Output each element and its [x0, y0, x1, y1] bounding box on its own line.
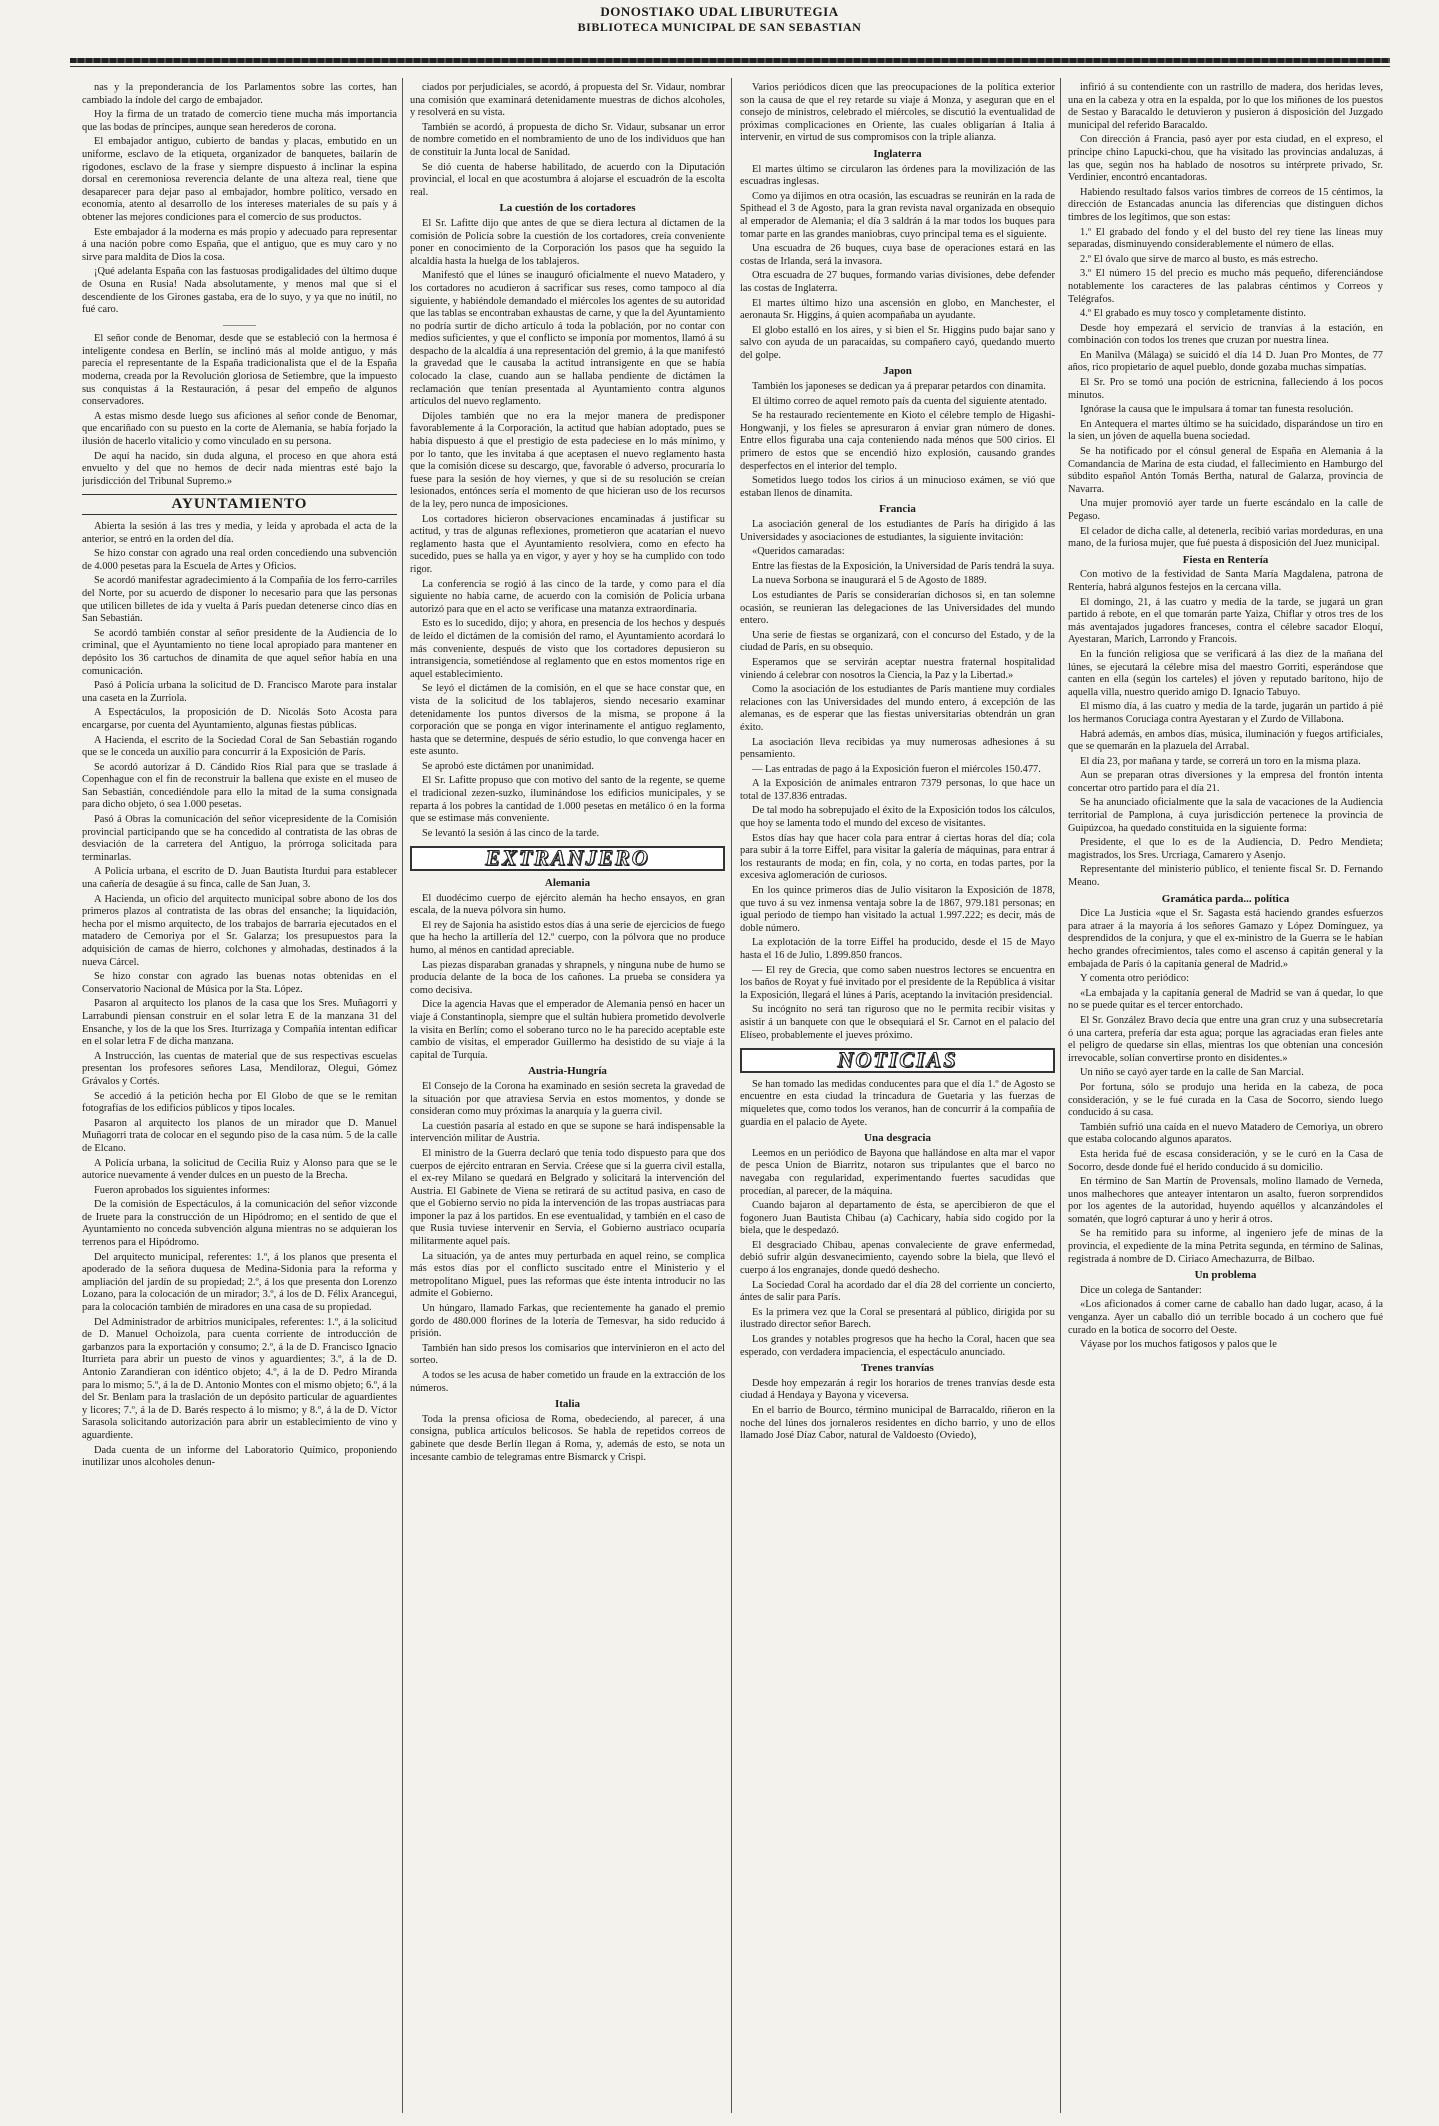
paragraph: Se levantó la sesión á las cinco de la tarde.: [422, 827, 600, 839]
column-2: [410, 82, 725, 2112]
paragraph: Estos días hay que hacer cola para entrar á ciertas horas del día; cola para subir á la torre Eiffel, para visitar la galería de máquinas, para entrar á los restaurants de moda; en fin, cola, y no corta, en todas partes, por la excesiva aglomeración de curiosos.: [740, 832, 1055, 882]
paragraph: 3.º El número 15 del precio es mucho más pequeño, diferenciándose notablemente los caracteres de las palabras céntimos y Correos y Telégrafos.: [1068, 268, 1383, 305]
paragraph: Manifestó que el lúnes se inauguró oficialmente el nuevo Matadero, y los cortadores no acudieron á sacrificar sus reses, como tampoco al día siguiente, y habiéndole demandado el miércoles los agentes de su autoridad que las tablas se encontraban exhaustas de carne, y que la del Ayuntamiento no podría surtir de dicho artículo á toda la población, por no contar con medios suficientes, y que el conflicto se imponía por momentos, llamó á su despacho de la alcaldía á una representación del gremio, á la que manifestó la gravedad que le causaba la actitud intransigente en que se había colocado la clase, cuando aun se hallaba pendiente de dictámen la reclamación que tenían presentada al Ayuntamiento contra algunos artículos del nuevo reglamento.: [410, 270, 725, 408]
paragraph: La asociación general de los estudiantes de París ha dirigido á las Universidades y asociaciones de estudiantes, la siguiente invitación:: [740, 519, 1055, 543]
header-rule-thin: [70, 66, 1390, 67]
subheading: Italia: [554, 1398, 581, 1411]
paragraph: Los cortadores hicieron observaciones encaminadas á justificar su actitud, y tras de algunas reflexiones, prometieron que acatarían el nuevo reglamento hasta que el Ayuntamiento resolviera, como en efecto ha sucedido, pues se halla ya en vigor, y ayer y hoy se ha cumplido con todo rigor.: [410, 513, 725, 575]
paragraph: A Espectáculos, la proposición de D. Nicolás Soto Acosta para encargarse, por cuenta del Ayuntamiento, algunas fiestas públicas.: [82, 707, 397, 731]
paragraph: La nueva Sorbona se inaugurará el 5 de Agosto de 1889.: [752, 575, 987, 587]
subheading: La cuestión de los cortadores: [499, 202, 636, 215]
library-name-basque: DONOSTIAKO UDAL LIBURUTEGIA: [600, 4, 839, 19]
paragraph: Con dirección á Francia, pasó ayer por esta ciudad, en el expreso, el príncipe chino Lapucki-chou, que ha visitado las provincias andaluzas, á las que, según nos ha hablado de nosotros su intérprete privado, Sr. Verdinier, encontró encantadoras.: [1068, 134, 1383, 184]
paragraph: El rey de Sajonia ha asistido estos días á una serie de ejercicios de fuego que ha hecho la artillería del 12.º cuerpo, con la pólvora que no produce humo, al ménos en cantidad apreciable.: [410, 919, 725, 956]
paragraph: Se ha remitido para su informe, al ingeniero jefe de minas de la provincia, el expediente de la mina Petrita segunda, en término de Salinas, registrada á nombre de D. Ciriaco Amechazurra, de Bilbao.: [1068, 1228, 1383, 1265]
paragraph: Del Administrador de arbitrios municipales, referentes: 1.º, á la solicitud de D. Manuel Ochoizola, para cuenta corriente de introducción de garbanzos para la exportación y consumo; 2.º, á la de D. Francisco Ignacio Iturrieta para abrir un puesto de vinos y aguardientes; 3.º, á la de D. Antonio Zarandieran con idéntico objeto; 4.º, á la de D. Pedro Miranda para lo mismo; 5.º, á la de D. Antonio Montes con el mismo objeto; 6.º, á la del Sr. Benlam para la traslación de un depósito particular de aguardientes y licores; 7.º, á la de D. Barés respecto á lo mismo; y 8.º, á la de D. Víctor Sarasola solicitando autorización para abrir un establecimiento de vino y aguardiente.: [82, 1316, 397, 1441]
paragraph: Ignórase la causa que le impulsara á tomar tan funesta resolución.: [1080, 404, 1354, 416]
paragraph: Dice un colega de Santander:: [1080, 1284, 1202, 1296]
paragraph: El duodécimo cuerpo de ejército alemán ha hecho ensayos, en gran escala, de la nueva pólvora sin humo.: [410, 892, 725, 917]
paragraph: Fueron aprobados los siguientes informes:: [94, 1184, 271, 1196]
paragraph: Por fortuna, sólo se produjo una herida en la cabeza, de poca consideración, y se le fué curada en la Casa de Socorro, siendo luego conducido á su casa.: [1068, 1081, 1383, 1119]
paragraph: Leemos en un periódico de Bayona que hallándose en alta mar el vapor de pesca Union de Biarritz, notaron sus tripulantes que el barco no navegaba con regularidad, experimentando fuertes sacudidas que procedían, al parecer, de la máquina.: [740, 1147, 1055, 1197]
paragraph: La asociación lleva recibidas ya muy numerosas adhesiones á su pensamiento.: [740, 736, 1055, 761]
paragraph: Se acordó manifestar agradecimiento á la Compañía de los ferro-carriles del Norte, por su acuerdo de disponer lo necesario para que las personas que utilicen billetes de ida y vuelta á París puedan detenerse cinco días en San Sebastián.: [82, 575, 397, 625]
paragraph: Pasaron al arquitecto los planos de la casa que los Sres. Muñagorri y Larrabundi piensan construir en el solar letra E de la manzana 31 del Ensanche, y los de la que los Sres. Iturrizaga y Compañía intentan edificar en el solar letra F de dicha manzana.: [82, 998, 397, 1048]
paragraph: La situación, ya de antes muy perturbada en aquel reino, se complica más estos días por el conflicto suscitado entre el Ministerio y el metropolitano Miguel, pues las reformas que éste intenta introducir no las admite el Gobierno.: [410, 1250, 725, 1300]
subheading: Alemania: [544, 877, 591, 890]
paragraph: Se accedió á la petición hecha por El Globo de que se le remitan fotografías de los edificios públicos y tipos locales.: [82, 1090, 397, 1115]
paragraph: ¡Qué adelanta España con las fastuosas prodigalidades del último duque de Osuna en Rusia! Nada absolutamente, y menos mal que si el descendiente de los Girones gastaba, era de lo suyo, y ya que no inútil, no fué caro.: [82, 266, 397, 316]
column-divider: [1060, 78, 1061, 2113]
paragraph: Los estudiantes de París se considerarían dichosos si, en tan solemne ocasión, se reunieran las delegaciones de las Universidades del mundo entero.: [740, 589, 1055, 627]
paragraph: El Consejo de la Corona ha examinado en sesión secreta la gravedad de la situación por que atraviesa Servia en estos momentos, y donde se consideran como muy próximas la anarquía y la guerra civil.: [410, 1080, 725, 1118]
paragraph: Un niño se cayó ayer tarde en la calle de San Marcial.: [1080, 1067, 1304, 1079]
paragraph: Hoy la firma de un tratado de comercio tiene mucha más importancia que las bodas de príncipes, aunque sean herederos de corona.: [82, 109, 397, 133]
column-divider: [731, 78, 732, 2113]
column-3: [740, 82, 1055, 2112]
subheading: Gramática parda... política: [1161, 892, 1290, 905]
paragraph: 1.º El grabado del fondo y el del busto del rey tiene las líneas muy separadas, disminuyendo considerablemente el número de ellas.: [1068, 226, 1383, 251]
paragraph: nas y la preponderancia de los Parlamentos sobre las cortes, han cambiado la índole del cargo de embajador.: [82, 82, 397, 106]
paragraph: Toda la prensa oficiosa de Roma, obedeciendo, al parecer, á una consigna, publica artículos belicosos. Se habla de repetidos correos de gabinete que desde Berlín llegan á Roma, y, además de esto, se nota un incesante cambio de telegramas entre Bismarck y Crispi.: [410, 1413, 725, 1463]
paragraph: En Antequera el martes último se ha suicidado, disparándose un tiro en la sien, un jóven de aquella buena sociedad.: [1068, 418, 1383, 443]
paragraph: Se ha anunciado oficialmente que la sala de vacaciones de la Audiencia territorial de Pamplona, á cuya jurisdicción pertenece la provincia de Guipúzcoa, ha quedado constituida en la siguiente forma:: [1068, 797, 1383, 834]
paragraph: Pasó á Policía urbana la solicitud de D. Francisco Marote para instalar una caseta en la Zurriola.: [82, 680, 397, 704]
paragraph: A Hacienda, el escrito de la Sociedad Coral de San Sebastián rogando que se le conceda un auxilio para concurrir á la Exposición de París.: [82, 734, 397, 759]
subheading: Un problema: [1194, 1269, 1257, 1282]
section-heading-ayuntamiento: AYUNTAMIENTO: [82, 494, 397, 515]
subheading: Una desgracia: [864, 1132, 931, 1145]
column-divider: [402, 78, 403, 2113]
paragraph: El celador de dicha calle, al detenerla, recibió varias mordeduras, en una mano, de la furiosa mujer, que fué puesta á disposición del Juez municipal.: [1068, 525, 1383, 550]
paragraph: Cuando bajaron al departamento de ésta, se apercibieron de que el fogonero Juan Bautista Chibau (a) Cachicary, había sido cogido por la biela, que le despedazó.: [740, 1200, 1055, 1237]
paragraph: Como la asociación de los estudiantes de París mantiene muy cordiales relaciones con las Universidades del mundo entero, á excepción de las alemanas, es de esperar que las fiestas universitarias obtendrán un gran éxito.: [740, 684, 1055, 733]
paragraph: «Queridos camaradas:: [752, 546, 845, 558]
paragraph: La Sociedad Coral ha acordado dar el día 28 del corriente un concierto, ántes de salir para París.: [740, 1279, 1055, 1304]
paragraph: Esta herida fué de escasa consideración, y se le curó en la Casa de Socorro, desde donde fué el herido conducido á su domicilio.: [1068, 1148, 1383, 1173]
paragraph: Una serie de fiestas se organizará, con el concurso del Estado, y de la ciudad de París, en su obsequio.: [740, 629, 1055, 654]
paragraph: A Instrucción, las cuentas de material que de sus respectivas escuelas presentan los profesores señores Lasa, Mendiloraz, Olegui, Gómez Grávalos y Cortés.: [82, 1050, 397, 1087]
paragraph: 2.º El óvalo que sirve de marco al busto, es más estrecho.: [1080, 253, 1319, 265]
paragraph: Díjoles también que no era la mejor manera de predisponer favorablemente á la Corporación, la actitud que habían adoptado, pues se había dispuesto á que el prestigio de esta padeciese en lo más mínimo, y por lo tanto, que les invitaba á que aceptasen el nuevo reglamento hasta que la comisión dicese su descargo, que, favorable ó adverso, procuraría lo fuese para la sesión de hoy viernes, y que si de su resolución se creían lesionados, entónces sería el momento de que hicieran uso de los recursos de la ley, pero nunca de imposiciones.: [410, 410, 725, 510]
paragraph: A la Exposición de animales entraron 7379 personas, lo que hace un total de 137.836 entradas.: [740, 778, 1055, 802]
paragraph: Aun se preparan otras diversiones y la empresa del frontón intenta concertar otro partido para el día 21.: [1068, 770, 1383, 794]
paragraph: Con motivo de la festividad de Santa María Magdalena, patrona de Rentería, habrá algunos festejos en la cercana villa.: [1068, 569, 1383, 593]
paragraph: Una mujer promovió ayer tarde un fuerte escándalo en la calle de Pegaso.: [1068, 498, 1383, 522]
paragraph: Pasaron al arquitecto los planos de un mirador que D. Manuel Muñagorri trata de colocar en el segundo piso de la casa núm. 5 de la calle de Elcano.: [82, 1117, 397, 1154]
paragraph: Esto es lo sucedido, dijo; y ahora, en presencia de los hechos y después de leído el dictámen de la comisión del ramo, el Ayuntamiento acordará lo más conveniente, después de visto que los cortadores depusieron su intransigencia, sometiéndose al reglamento que en estos momentos rige en aquel establecimiento.: [410, 618, 725, 680]
paragraph: El ministro de la Guerra declaró que tenía todo dispuesto para que dos cuerpos de ejército entraran en Servia. Créese que si la guerra civil estalla, el ex-rey Milano se quedará en Belgrado y solicitará la intervención del Austria. El Gabinete de Viena se retirará de su actitud pasiva, en caso de que el Gobierno servio no pida la intervención de las tropas austriacas para imponer la paz á los partidos. En ese eventualidad, y también en el caso de que Rusia tuviese intervenir en Servia, el Gobierno austriaco ocuparía militarmente aquel país.: [410, 1147, 725, 1248]
paragraph: Las piezas disparaban granadas y shrapnels, y ninguna nube de humo se producía delante de la boca de los cañones. La prueba se considera ya como decisiva.: [410, 959, 725, 996]
paragraph: A todos se les acusa de haber cometido un fraude en la extracción de los números.: [410, 1370, 725, 1394]
paragraph: De tal modo ha sobrepujado el éxito de la Exposición todos los cálculos, que hoy se lamenta todo el mundo del exceso de visitantes.: [740, 805, 1055, 830]
paragraph: Presidente, el que lo es de la Audiencia, D. Pedro Mendieta; magistrados, los Sres. Urcriaga, Camarero y Asenjo.: [1068, 837, 1383, 861]
paragraph: Habiendo resultado falsos varios timbres de correos de 15 céntimos, la dirección de Estancadas anuncia las diferencias que distinguen dichos timbres de los legítimos, que son estas:: [1068, 186, 1383, 223]
paragraph: Este embajador á la moderna es más propio y adecuado para representar á una nación pobre como España, que el antiguo, que es muy caro y no sirve para maldita de Dios la cosa.: [82, 226, 397, 263]
subheading: Austria-Hungría: [528, 1065, 607, 1078]
paragraph: A Hacienda, un oficio del arquitecto municipal sobre abono de los dos primeros plazos al contratista de las obras del ensanche; la liquidación, hecha por el mismo arquitecto, de los trabajos de barraria ejecutados en el matadero de Cemoriya por el Sr. Galarza; los presupuestos para la adquisición de camas de hierro, colchones y almohadas, destinados á la nueva Cárcel.: [82, 893, 397, 968]
paragraph: infirió á su contendiente con un rastrillo de madera, dos heridas leves, una en la cabeza y otra en la espalda, por lo que los miñones de los puestos de Sestao y Baracaldo le detuvieron y pusieron á disposición del Juzgado municipal del referido Baracaldo.: [1068, 82, 1383, 131]
paragraph: Se acordó autorizar á D. Cándido Ríos Rial para que se traslade á Copenhague con el fin de reconstruir la ballena que existe en el museo de San Sebastián, concediéndole para ello la mitad de la suma consignada para dicho objeto, ó sea 1.000 pesetas.: [82, 761, 397, 811]
paragraph: También los japoneses se dedican ya á preparar petardos con dinamita.: [752, 381, 1046, 393]
paragraph: — El rey de Grecia, que como saben nuestros lectores se encuentra en los baños de Royat y fué invitado por el presidente de la República á visitar la Exposición, llegará el lúnes á París, aceptando la invitación presidencial.: [740, 964, 1055, 1001]
paragraph: El Sr. Lafitte propuso que con motivo del santo de la regente, se queme el tradicional zezen-suzko, iluminándose los edificios municipales, y se reparta á los pobres la cantidad de 1.000 pesetas en metálico ó en la forma que se estimase más conveniente.: [410, 775, 725, 825]
paragraph: Se acordó también constar al señor presidente de la Audiencia de lo criminal, que el Ayuntamiento no tiene local apropiado para mantener en depósito los 36 cartuchos de dinamita de que aquel señor había en una comunicación.: [82, 627, 397, 677]
paragraph: Un húngaro, llamado Farkas, que recientemente ha ganado el premio gordo de 480.000 florines de la lotería de Temesvar, ha sido reducido á prisión.: [410, 1303, 725, 1340]
column-1: [82, 82, 397, 2112]
paragraph: Varios periódicos dicen que las preocupaciones de la política exterior son la causa de que el rey retarde su viaje á Monza, y aseguran que en el consejo de ministros, celebrado el miércoles, se discutió la eventualidad de próximas complicaciones en Oriente, las cuales obligarían á Italia á intervenir, en virtud de sus compromisos con la triple alianza.: [740, 82, 1055, 144]
paragraph: 4.º El grabado es muy tosco y completamente distinto.: [1080, 308, 1306, 320]
paragraph: Váyase por los muchos fatigosos y palos que le: [1080, 1339, 1277, 1351]
paragraph: «Los aficionados á comer carne de caballo han dado lugar, acaso, á la venganza. Ayer un caballo dió un terrible bocado á un cochero que fué curado en la botica de socorro del Oeste.: [1068, 1299, 1383, 1336]
paragraph: De aquí ha nacido, sin duda alguna, el proceso en que ahora está envuelto y del que no hemos de decir nada mientras esté bajo la jurisdicción del Tribunal Supremo.»: [82, 450, 397, 487]
paragraph: El último correo de aquel remoto país da cuenta del siguiente atentado.: [752, 395, 1047, 407]
paragraph: Dice La Justicia «que el Sr. Sagasta está haciendo grandes esfuerzos para atraer á la mayoría á los señores Gamazo y López Domínguez, ya desprendidos de la conjura, y que el ex-ministro de la Guerra se le habían hecho grandes ofrecimientos, tales como el ascenso á capitán general y la embajada de París ó la capitanía general de Madrid.»: [1068, 908, 1383, 970]
paragraph: También sufrió una caída en el nuevo Matadero de Cemoriya, un obrero que estaba colocando algunos aparatos.: [1068, 1121, 1383, 1146]
paragraph: Del arquitecto municipal, referentes: 1.º, á los planos que presenta el apoderado de la señora duquesa de Medina-Sidonia para la reforma y ampliación del jardín de su propiedad; 2.º, á los que presenta don Lorenzo Lozano, para la colocación de un mirador; 3.º, á los de D. Félix Arancegui, para la colocación también de miradores en una casa de su propiedad.: [82, 1251, 397, 1314]
paragraph: La explotación de la torre Eiffel ha producido, desde el 15 de Mayo hasta el 16 de Julio, 1.899.850 francos.: [740, 937, 1055, 961]
paragraph: Se aprobó este dictámen por unanimidad.: [422, 760, 594, 772]
paragraph: El martes último se circularon las órdenes para la movilización de las escuadras inglesas.: [740, 163, 1055, 188]
subheading: Fiesta en Rentería: [1182, 553, 1269, 566]
paragraph: Habrá además, en ambos días, música, iluminación y fuegos artificiales, que se quemarán en la plazuela del Arrabal.: [1068, 728, 1383, 753]
paragraph: En el barrio de Bourco, término municipal de Barracaldo, riñeron en la noche del lúnes dos jornaleros residentes en dicho barrio, y uno de ellos llamado José Díaz Cabor, natural de Valdoesto (Oviedo),: [740, 1405, 1055, 1442]
subheading: Francia: [879, 503, 916, 516]
library-name-spanish: BIBLIOTECA MUNICIPAL DE SAN SEBASTIAN: [577, 20, 862, 34]
paragraph: En la función religiosa que se verificará á las diez de la mañana del lúnes, se ejecutará la célebre misa del maestro Gorriti, esperándose que canten en ella (según los carteles) el jóven y reputado barítono, hijo de aquella villa, nuestro querido amigo D. Ignacio Tabuyo.: [1068, 648, 1383, 698]
paragraph: A Policía urbana, la solicitud de Cecilia Ruiz y Alonso para que se le autorice nuevamente á vender dulces en un puesto de la Brecha.: [82, 1157, 397, 1182]
paragraph: El mismo día, á las cuatro y media de la tarde, jugarán un partido á pié los hermanos Coruciaga contra Ayestaran y el Zurdo de Villabona.: [1068, 701, 1383, 725]
column-4: [1068, 82, 1383, 2112]
masthead: [0, 0, 1439, 44]
paragraph: En término de San Martín de Provensals, molino llamado de Verneda, unos malhechores que anteayer intentaron un asalto, fueron sorprendidos por los agentes de la autoridad, huyendo aquéllos y alcanzándoles el somatén, que logró capturar á uno y herir á otros.: [1068, 1176, 1383, 1225]
paragraph: Representante del ministerio público, el teniente fiscal Sr. D. Fernando Meano.: [1068, 864, 1383, 889]
paragraph: Su incógnito no será tan riguroso que no le permita recibir visitas y asistir á un banquete con que le obsequiará el Sr. Carnot en el palacio del Elíseo, probablemente el jueves próximo.: [740, 1004, 1055, 1041]
paragraph: El Sr. Lafitte dijo que antes de que se diera lectura al dictamen de la comisión de Policía sobre la cuestión de los cortadores, creía conveniente poner en conocimiento de la Corporación los pasos que ha seguido la alcaldía hasta la huelga de los tablajeros.: [410, 217, 725, 267]
paragraph: Los grandes y notables progresos que ha hecho la Coral, hacen que sea esperado, con verdadera impaciencia, el espectáculo anunciado.: [740, 1334, 1055, 1358]
paragraph: Abierta la sesión á las tres y media, y leída y aprobada el acta de la anterior, se entró en la orden del día.: [82, 521, 397, 545]
paragraph: La cuestión pasaría al estado en que se supone se hará indispensable la intervención militar de Austria.: [410, 1120, 725, 1145]
paragraph: Sometidos luego todos los cirios á un minucioso exámen, se vió que estaban llenos de dinamita.: [740, 475, 1055, 499]
paragraph: El día 23, por mañana y tarde, se correrá un toro en la misma plaza.: [1080, 755, 1361, 767]
paragraph: Como ya dijimos en otra ocasión, las escuadras se reunirán en la rada de Spithead el 3 de Agosto, para la gran revista naval organizada en obsequio al emperador de Alemania; el día 3 saldrán á la mar todos los buques para tomar parte en las grandes maniobras, cuyo principal tema es el siguiente.: [740, 190, 1055, 240]
paragraph: El Sr. Pro se tomó una poción de estricnina, falleciendo á los pocos minutos.: [1068, 377, 1383, 401]
paragraph: También se acordó, á propuesta de dicho Sr. Vidaur, subsanar un error de nombre cometido en el nombramiento de uno de los individuos que han de constituir la Junta local de Sanidad.: [410, 121, 725, 158]
paragraph: Dada cuenta de un informe del Laboratorio Químico, proponiendo inutilizar unos alcoholes denun-: [82, 1444, 397, 1469]
subheading: Trenes tranvías: [861, 1362, 934, 1375]
section-heading-extranjero: EXTRANJERO: [410, 846, 725, 871]
paragraph: En Manilva (Málaga) se suicidó el día 14 D. Juan Pro Montes, de 77 años, rico propietario de aquel pueblo, donde gozaba muchas simpatías.: [1068, 349, 1383, 374]
paragraph: Se hizo constar con agrado una real orden concediendo una subvención de 4.000 pesetas para la Escuela de Artes y Oficios.: [82, 548, 397, 572]
header-rule: [70, 58, 1390, 63]
paragraph: El desgraciado Chibau, apenas convaleciente de grave enfermedad, debió sufrir algún desvanecimiento, cayendo sobre la biela, que llevó el cuerpo á los engranajes, donde quedó deshecho.: [740, 1239, 1055, 1277]
paragraph: Pasó á Obras la comunicación del señor vicepresidente de la Comisión provincial participando que se ha concedido al contratista de las obras de desviación de la carretera del Antiguo, la prórroga solicitada para terminarlas.: [82, 814, 397, 863]
paragraph: El martes último hizo una ascensión en globo, en Manchester, el aeronauta Sr. Higgins, á quien acompañaba un ayudante.: [740, 297, 1055, 322]
paragraph: Desde hoy empezarán á regir los horarios de trenes tranvías desde esta ciudad á Hendaya y Bayona y viceversa.: [740, 1377, 1055, 1402]
paragraph: De la comisión de Espectáculos, á la comunicación del señor vizconde de Iruete para la construcción de un Hipódromo; en el sentido de que el Ayuntamiento no conceda subvención alguna mientras no se adquieran los terrenos para el Hipódromo.: [82, 1199, 397, 1249]
paragraph: A Policía urbana, el escrito de D. Juan Bautista Iturdui para establecer una cañería de desagüe á su finca, calle de San Juan, 3.: [82, 866, 397, 891]
paragraph: También han sido presos los comisarios que intervinieron en el acto del sorteo.: [410, 1342, 725, 1367]
paragraph: ciados por perjudiciales, se acordó, á propuesta del Sr. Vidaur, nombrar una comisión que examinará detenidamente muestras de dichos alcoholes, y resolverá en su vista.: [410, 82, 725, 119]
paragraph: En los quince primeros días de Julio visitaron la Exposición de 1878, que tuvo á su vez inmensa ventaja sobre la de 1867, 979.181 personas; en igual periodo de tiempo han visitado la actual 1.997.222; es decir, más de doble número.: [740, 885, 1055, 934]
paragraph: El señor conde de Benomar, desde que se estableció con la hermosa é inteligente condesa en Berlín, se inclinó más al molde antiguo, y más parecía el representante de la España tradicionalista que el de la España moderna, creada por la Revolución gloriosa de Setiembre, que la impuesto sus conquistas á la Restauración, á pesar del empeño de algunos conservadores.: [82, 333, 397, 408]
section-heading-noticias: NOTICIAS: [740, 1048, 1055, 1073]
paragraph: El globo estalló en los aires, y si bien el Sr. Higgins pudo bajar sano y salvo con ayuda de un paracaídas, su compañero cayó, quedando muerto del golpe.: [740, 324, 1055, 361]
subheading: Japon: [883, 365, 912, 378]
paragraph: La conferencia se rogió á las cinco de la tarde, y como para el día siguiente no había carne, de acuerdo con la comisión de Policía urbana autorizó para que en el acto se verificase una matanza extraordinaria.: [410, 578, 725, 615]
paragraph: Se leyó el dictámen de la comisión, en el que se hace constar que, en vista de la solicitud de los tablajeros, siendo necesario examinar detenidamente los puntos diversos de la misma, se propone á la corporación que se ponga en vigor interinamente el antiguo reglamento, hasta que se determine, después de sério estudio, lo que convenga hacer en este asunto.: [410, 683, 725, 758]
paragraph: Entre las fiestas de la Exposición, la Universidad de París tendrá la suya.: [752, 560, 1055, 572]
paragraph: Se ha restaurado recientemente en Kioto el célebre templo de Higashi-Hongwanji, y los fieles se apresuraron á enviar gran número de dones. Entre ellos figuraba una caja conteniendo nada ménos que 500 cirios. El primero de estos que se encendió hizo explosión, causando grandes desperfectos en el interior del templo.: [740, 410, 1055, 472]
paragraph: Dice la agencia Havas que el emperador de Alemania pensó en hacer un viaje á Constantinopla, siempre que el sultán hubiera prometido devolverle la visita en Berlín; como el soberano turco no le ha parecido aceptable este cambio de visitas, el emperador Guillermo ha desistido de su viaje á la capital de Turquía.: [410, 999, 725, 1061]
paragraph: — Las entradas de pago á la Exposición fueron el miércoles 150.477.: [752, 763, 1041, 775]
paragraph: Se han tomado las medidas conducentes para que el día 1.º de Agosto se encuentre en esta ciudad la trincadura de Guetaria y las fuerzas de miqueletes que, como todos los veranos, han de concurrir á la compañía de guardia en el palacio de Ayete.: [740, 1078, 1055, 1128]
subheading: Inglaterra: [873, 147, 922, 160]
paragraph: A estas mismo desde luego sus aficiones al señor conde de Benomar, que encariñado con su puesto en la corte de Alemania, se había forjado la ilusión de hacerlo vitalicio y como vinculado en su persona.: [82, 410, 397, 448]
paragraph: Una escuadra de 26 buques, cuya base de operaciones estará en las costas de Irlanda, será la invasora.: [740, 243, 1055, 267]
paragraph: El embajador antiguo, cubierto de bandas y placas, embutido en un uniforme, esclavo de la etiqueta, organizador de banquetes, bailarín de rigodones, esclavo de la frase y siempre dispuesto á inclinar la espina dorsal en ceremoniosa reverencia delante de una alteza real, tiene que desaparecer para dejar paso al embajador, hombre político, versado en economía, atento al desarrollo de los intereses materiales de su país y á obtener las mejores condiciones para el comercio de sus productos.: [82, 136, 397, 223]
paragraph: El Sr. González Bravo decía que entre una gran cruz y una subsecretaría ó una cartera, prefería dar esta agua; porque las agraciadas eran fieles ante el peligro de quedarse sin ellas, mientras los que obtenían una concesión irrevocable, solían convertirse pronto en disidentes.»: [1068, 1014, 1383, 1064]
paragraph: Otra escuadra de 27 buques, formando varias divisiones, debe defender las costas de Inglaterra.: [740, 270, 1055, 294]
paragraph: Esperamos que se servirán aceptar nuestra fraternal hospitalidad viniendo á celebrar con nosotros la Ciencia, la Paz y la Libertad.»: [740, 656, 1055, 681]
paragraph: El domingo, 21, á las cuatro y media de la tarde, se jugará un gran partido á rebote, en el que tomarán parte Yaiza, Chiflar y otros tres de los más aventajados jugadores franceses, contra el célebre sacador Eloquí, Ayestaran, Marich, Larrondo y Francois.: [1068, 596, 1383, 646]
paragraph: Se dió cuenta de haberse habilitado, de acuerdo con la Diputación provincial, el local en que acostumbra á alojarse el escuadrón de la escolta real.: [410, 161, 725, 198]
paragraph: Se ha notificado por el cónsul general de España en Alemania á la Comandancia de Marina de esta ciudad, el fallecimiento en Hamburgo del súbdito español Antón Tomás Bertha, natural de Galarza, provincia de Navarra.: [1068, 446, 1383, 495]
paragraph: Es la primera vez que la Coral se presentará al público, dirigida por su ilustrado director señor Barech.: [740, 1306, 1055, 1331]
separator-ornament: ———: [223, 318, 256, 331]
paragraph: Y comenta otro periódico:: [1080, 973, 1189, 985]
paragraph: Desde hoy empezará el servicio de tranvías á la estación, en combinación con todos los trenes que cruzan por nuestra línea.: [1068, 322, 1383, 347]
paragraph: «La embajada y la capitanía general de Madrid se van á quedar, lo que no se puede quitar es el tercer entorchado.: [1068, 987, 1383, 1012]
paragraph: Se hizo constar con agrado las buenas notas obtenidas en el Conservatorio Nacional de Música por la Sta. López.: [82, 971, 397, 995]
